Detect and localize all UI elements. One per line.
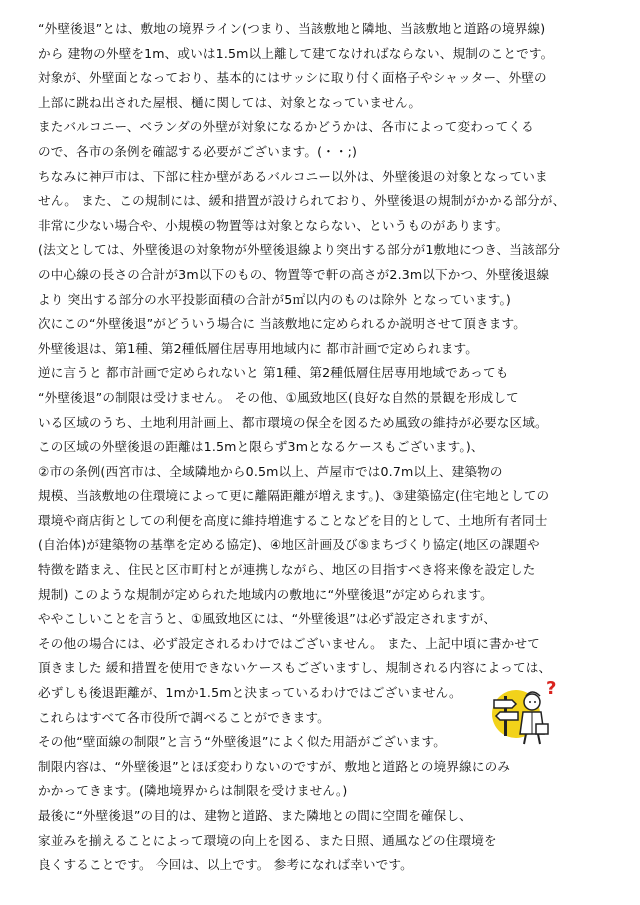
person-head [524,694,540,710]
text-line: (法文としては、外壁後退の対象物が外壁後退線より突出する部分が1敷地につき、当該部分 [38,242,561,258]
signpost-arrow-right [494,700,516,708]
briefcase-shape [536,724,548,734]
text-line: ちなみに神戸市は、下部に柱か壁があるバルコニー以外は、外壁後退の対象となっていま [38,168,548,184]
text-line: せん。 また、この規制には、緩和措置が設けられており、外壁後退の規制がかかる部分が、 [38,193,566,209]
text-line: の中心線の長さの合計が3m以下のもの、物置等で軒の高さが2.3m以下かつ、外壁後退線 [38,266,550,282]
text-line: (自治体)が建築物の基準を定める協定)、④地区計画及び⑤まちづくり協定(地区の課題や [38,537,540,553]
text-line: またバルコニー、ベランダの外壁が対象になるかどうかは、各市によって変わってくる [38,119,534,135]
text-line: 頂きました 緩和措置を使用できないケースもございますし、規制される内容によっては、 [38,660,552,676]
text-line: 非常に少ない場合や、小規模の物置等は対象とならない、というものがあります。 [38,217,509,233]
text-line: 逆に言うと 都市計画で定められないと 第1種、第2種低層住居専用地域であっても [38,365,509,381]
text-line: 必ずしも後退距離が、1mか1.5mと決まっているわけではございません。 [38,685,462,701]
text-line: 対象が、外壁面となっており、基本的にはサッシに取り付く面格子やシャッター、外壁の [38,70,547,86]
text-line: 良くすることです。 今回は、以上です。 参考になれば幸いです。 [38,857,413,873]
text-line: いる区域のうち、土地利用計画上、都市環境の保全を図るため風致の維持が必要な区域。 [38,414,548,430]
text-line: ②市の条例(西宮市は、全域隣地から0.5m以上、芦屋市では0.7m以上、建築物の [38,463,503,479]
document-body [38,17,608,878]
signpost-arrow-left [496,712,518,720]
text-line: 規模、当該敷地の住環境によって更に離隔距離が増えます。)、③建築協定(住宅地としての [38,488,550,504]
person-with-signpost-question-icon [486,676,564,748]
text-line: 特徴を踏まえ、住民と区市町村とが連携しながら、地区の目指すべき将来像を設定した [38,562,536,578]
text-line: ややこしいことを言うと、①風致地区には、“外壁後退”は必ず設定されますが、 [38,611,497,627]
text-line: これらはすべて各市役所で調べることができます。 [38,709,330,725]
question-mark-glyph: ? [546,678,557,699]
text-line: ので、各市の条例を確認する必要がございます。(・・;) [38,143,358,159]
text-line: その他の場合には、必ず設定されるわけではございません。 また、上記中頃に書かせて [38,635,540,651]
text-line: 家並みを揃えることによって環境の向上を図る、また日照、通風などの住環境を [38,832,497,848]
text-line: より 突出する部分の水平投影面積の合計が5㎡以内のものは除外 となっています。) [38,291,511,307]
text-line: 規制) このような規制が定められた地域内の敷地に“外壁後退”が定められます。 [38,586,493,602]
text-line: かかってきます。(隣地境界からは制限を受けません。) [38,783,348,799]
text-line: 制限内容は、“外壁後退”とほぼ変わりないのですが、敷地と道路との境界線にのみ [38,758,511,774]
text-line: “外壁後退”の制限は受けません。 その他、①風致地区(良好な自然的景観を形成して [38,389,519,405]
text-line: この区域の外壁後退の距離は1.5mと限らず3mとなるケースもございます。)、 [38,439,484,455]
text-line: 外壁後退は、第1種、第2種低層住居専用地域内に 都市計画で定められます。 [38,340,479,356]
text-line: 上部に跳ね出された屋根、樋に関しては、対象となっていません。 [38,94,422,110]
text-line: 最後に“外壁後退”の目的は、建物と道路、また隣地との間に空間を確保し、 [38,808,472,823]
text-line: から 建物の外壁を1m、或いは1.5m以上離して建てなければならない、規制のことです。 [38,45,554,61]
text-line: “外壁後退”とは、敷地の境界ライン(つまり、当該敷地と隣地、当該敷地と道路の境界線) [38,21,546,36]
text-line: その他“壁面線の制限”と言う“外壁後退”によく似た用語がございます。 [38,734,447,750]
text-line: 環境や商店街としての利便を高度に維持増進することなどを目的として、土地所有者同士 [38,512,548,528]
text-line: 次にこの“外壁後退”がどういう場合に 当該敷地に定められるか説明させて頂きます。 [38,316,527,332]
